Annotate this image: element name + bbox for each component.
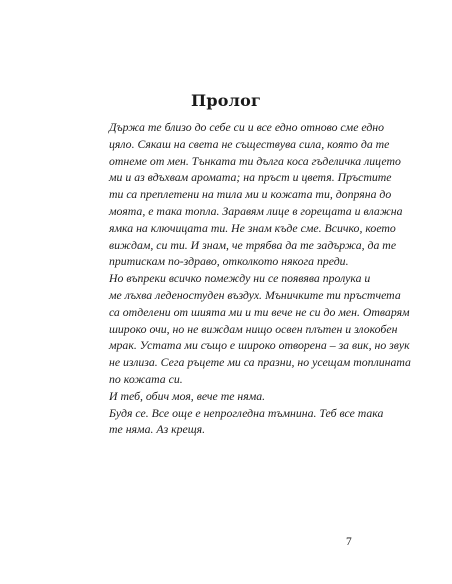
text-line: И теб, обич моя, вече те няма. <box>109 388 266 403</box>
text-line: са отделени от шията ми и ти вече не си до мен. Отварям <box>109 304 410 319</box>
text-line: ти са преплетени на тила ми и кожата ти, допряна до <box>109 187 392 202</box>
text-line: те няма. Аз крещя. <box>109 422 206 437</box>
text-line: ме лъхва леденостуден въздух. Мъничките ти пръстчета <box>109 287 401 302</box>
page-number: 7 <box>346 536 352 548</box>
paragraph-1 <box>97 119 403 270</box>
text-line: виждам, си ти. И знам, че трябва да те задържа, да те <box>109 237 397 252</box>
text-line: широко очи, но не виждам нищо освен плътен и злокобен <box>109 321 398 336</box>
body-text <box>97 119 411 438</box>
chapter-title: Пролог <box>191 91 261 110</box>
paragraph-3 <box>97 388 360 405</box>
text-line: мрак. Устата ми също е широко отворена – за вик, но звук <box>109 338 410 353</box>
text-line: Но въпреки всичко помежду ни се появява пролука и <box>109 271 371 286</box>
text-line: ямка на ключицата ти. Не знам къде сме. Всичко, което <box>109 220 396 235</box>
paragraph-4 <box>97 405 384 439</box>
paragraph-2 <box>97 270 411 388</box>
text-line: Държа те близо до себе си и все едно отново сме едно <box>109 120 385 134</box>
text-line: притискам по-здраво, отколкото някога преди. <box>109 254 349 269</box>
text-line: моята, е така топла. Заравям лице в горещата и влажна <box>109 203 403 218</box>
text-line: по кожата си. <box>109 371 183 386</box>
text-line: цяло. Сякаш на света не съществува сила, която да те <box>109 136 390 151</box>
text-line: отнеме от мен. Тънката ти дълга коса гъделичка лицето <box>109 153 401 168</box>
text-line: не излиза. Сега ръцете ми са празни, но усещам топлината <box>109 355 411 370</box>
text-line: ми и аз вдъхвам аромата; на пръст и цветя. Пръстите <box>109 170 392 185</box>
text-line: Будя се. Все още е непрогледна тъмнина. Теб все така <box>109 405 384 420</box>
